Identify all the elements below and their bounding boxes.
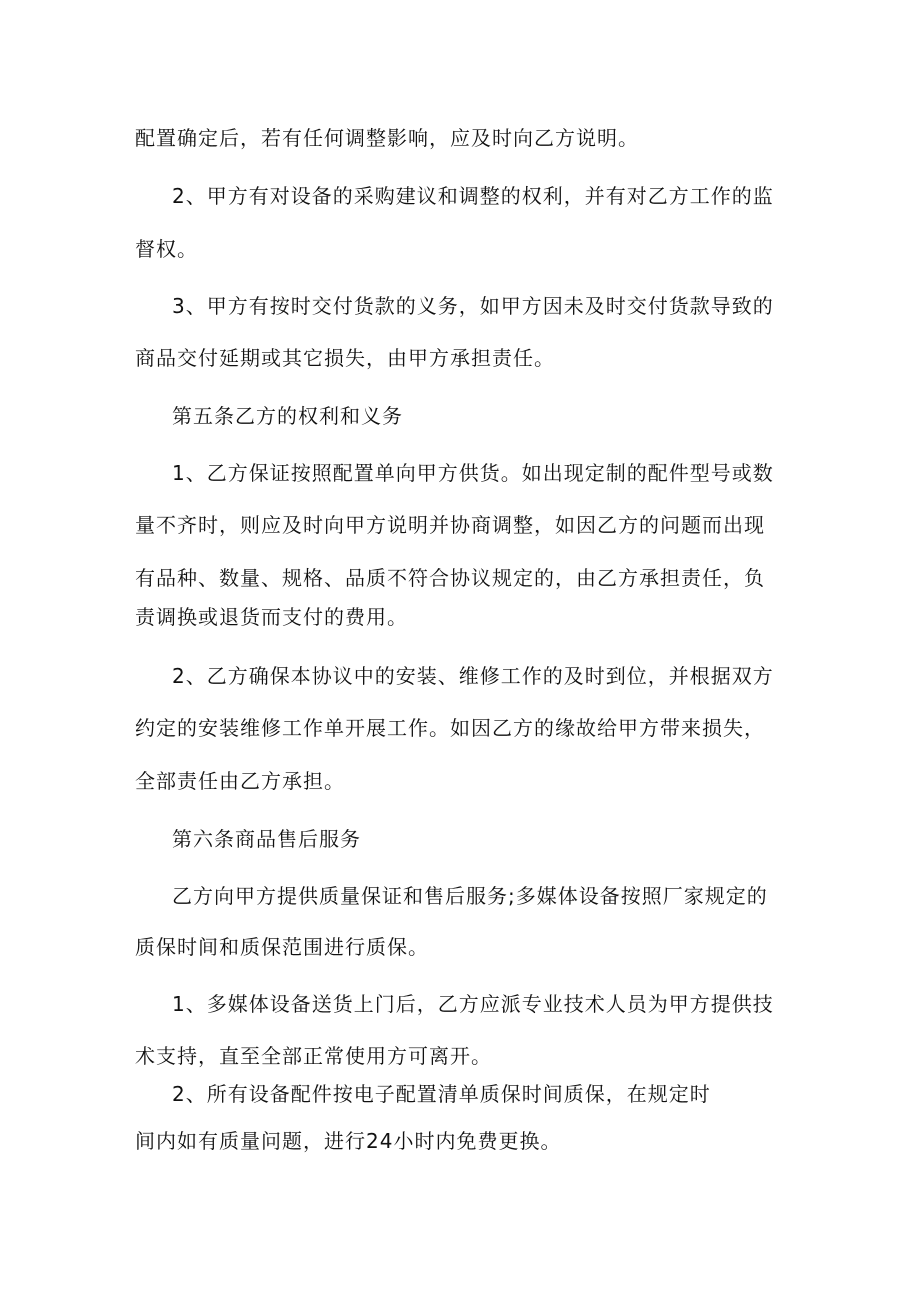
text-line: 2、所有设备配件按电子配置清单质保时间质保，在规定时 <box>172 1082 711 1106</box>
text-line: 量不齐时，则应及时向甲方说明并协商调整，如因乙方的问题而出现 <box>135 513 765 537</box>
text-line: 乙方向甲方提供质量保证和售后服务;多媒体设备按照厂家规定的 <box>172 884 768 908</box>
text-line: 1、乙方保证按照配置单向甲方供货。如出现定制的配件型号或数 <box>172 461 774 485</box>
text-line: 1、多媒体设备送货上门后，乙方应派专业技术人员为甲方提供技 <box>172 992 774 1016</box>
text-line: 术支持，直至全部正常使用方可离开。 <box>135 1044 492 1068</box>
text-line: 2、乙方确保本协议中的安装、维修工作的及时到位，并根据双方 <box>172 664 774 688</box>
text-line: 质保时间和质保范围进行质保。 <box>135 935 429 959</box>
section-heading: 第五条乙方的权利和义务 <box>172 404 403 428</box>
text-line: 配置确定后，若有任何调整影响，应及时向乙方说明。 <box>135 126 639 150</box>
section-heading: 第六条商品售后服务 <box>172 827 361 851</box>
text-line: 有品种、数量、规格、品质不符合协议规定的，由乙方承担责任，负 <box>135 566 765 590</box>
text-line: 3、甲方有按时交付货款的义务，如甲方因未及时交付货款导致的 <box>172 294 774 318</box>
text-line: 间内如有质量问题，进行24小时内免费更换。 <box>135 1129 562 1153</box>
text-line: 约定的安装维修工作单开展工作。如因乙方的缘故给甲方带来损失， <box>135 716 765 740</box>
text-line: 2、甲方有对设备的采购建议和调整的权利，并有对乙方工作的监 <box>172 184 774 208</box>
text-line: 督权。 <box>135 237 198 261</box>
text-line: 商品交付延期或其它损失，由甲方承担责任。 <box>135 346 555 370</box>
text-line: 责调换或退货而支付的费用。 <box>135 605 408 629</box>
text-line: 全部责任由乙方承担。 <box>135 769 345 793</box>
